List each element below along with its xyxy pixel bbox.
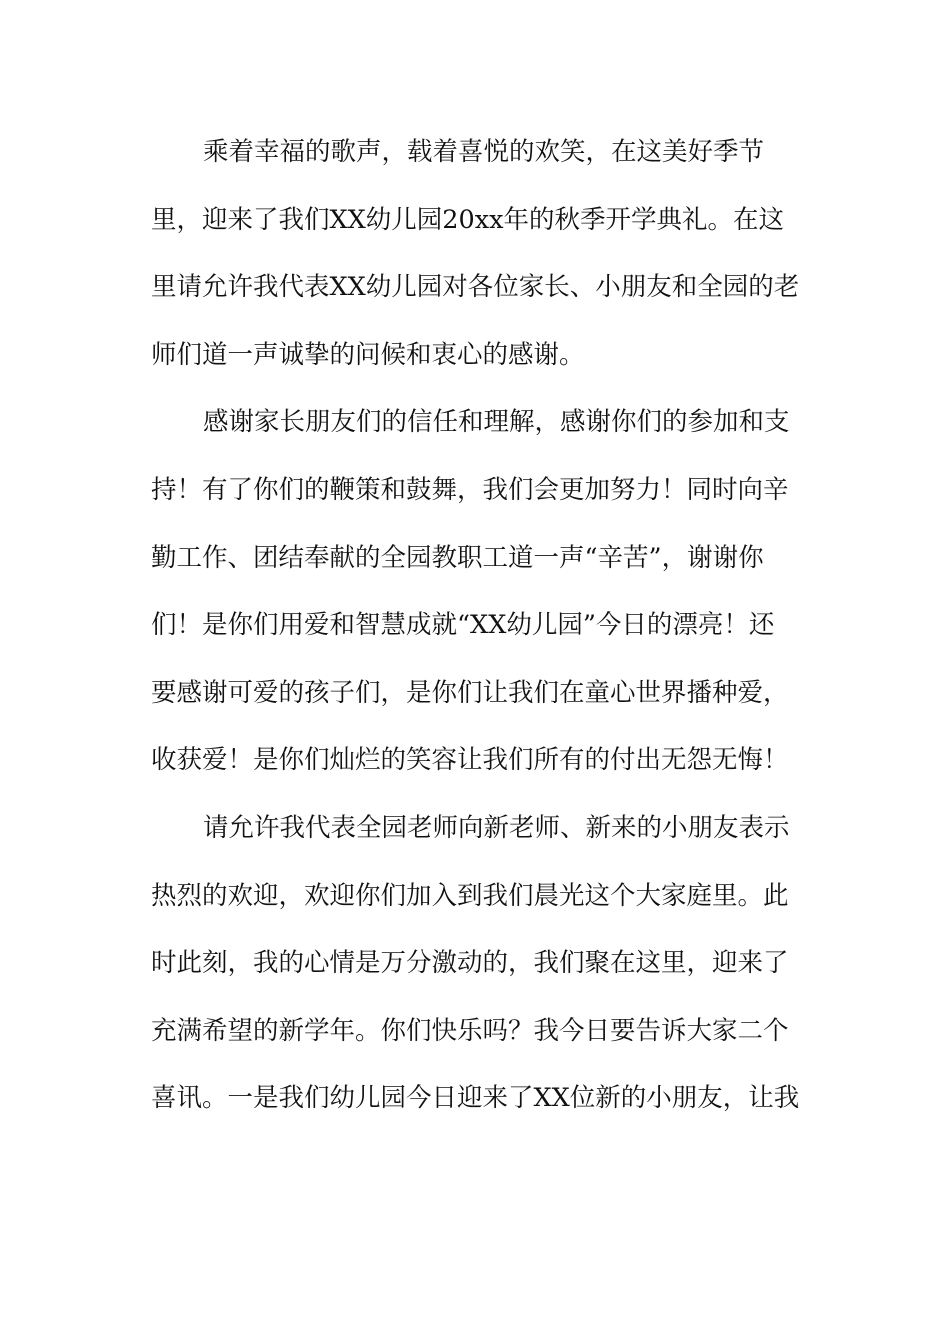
paragraph-2-line-6: 收获爱！是你们灿烂的笑容让我们所有的付出无怨无悔！ [151,745,789,776]
paragraph-2-line-1: 感谢家长朋友们的信任和理解，感谢你们的参加和支 [203,407,790,438]
paragraph-3-line-3: 时此刻，我的心情是万分激动的，我们聚在这里，迎来了 [151,948,789,979]
paragraph-2-line-5: 要感谢可爱的孩子们，是你们让我们在童心世界播种爱， [151,677,789,708]
paragraph-1-line-1: 乘着幸福的歌声，载着喜悦的欢笑，在这美好季节 [203,137,765,167]
paragraph-3-line-5: 喜讯。一是我们幼儿园今日迎来了XX位新的小朋友，让我 [151,1083,800,1114]
paragraph-1-line-3: 里请允许我代表XX幼儿园对各位家长、小朋友和全园的老 [151,272,800,303]
paragraph-2-line-3: 勤工作、团结奉献的全园教职工道一声“辛苦”，谢谢你 [151,542,764,573]
paragraph-2-line-4: 们！是你们用爱和智慧成就“XX幼儿园”今日的漂亮！还 [151,610,775,641]
paragraph-3-line-4: 充满希望的新学年。你们快乐吗？我今日要告诉大家二个 [151,1015,789,1046]
paragraph-1-line-4: 师们道一声诚挚的问候和衷心的感谢。 [151,339,585,370]
document-body [151,128,811,1142]
paragraph-2-line-2: 持！有了你们的鞭策和鼓舞，我们会更加努力！同时向辛 [151,474,789,505]
paragraph-3-line-2: 热烈的欢迎，欢迎你们加入到我们晨光这个大家庭里。此 [151,880,789,911]
paragraph-1-line-2: 里，迎来了我们XX幼儿园20xx年的秋季开学典礼。在这 [151,204,785,235]
paragraph-3-line-1: 请允许我代表全园老师向新老师、新来的小朋友表示 [203,812,790,843]
